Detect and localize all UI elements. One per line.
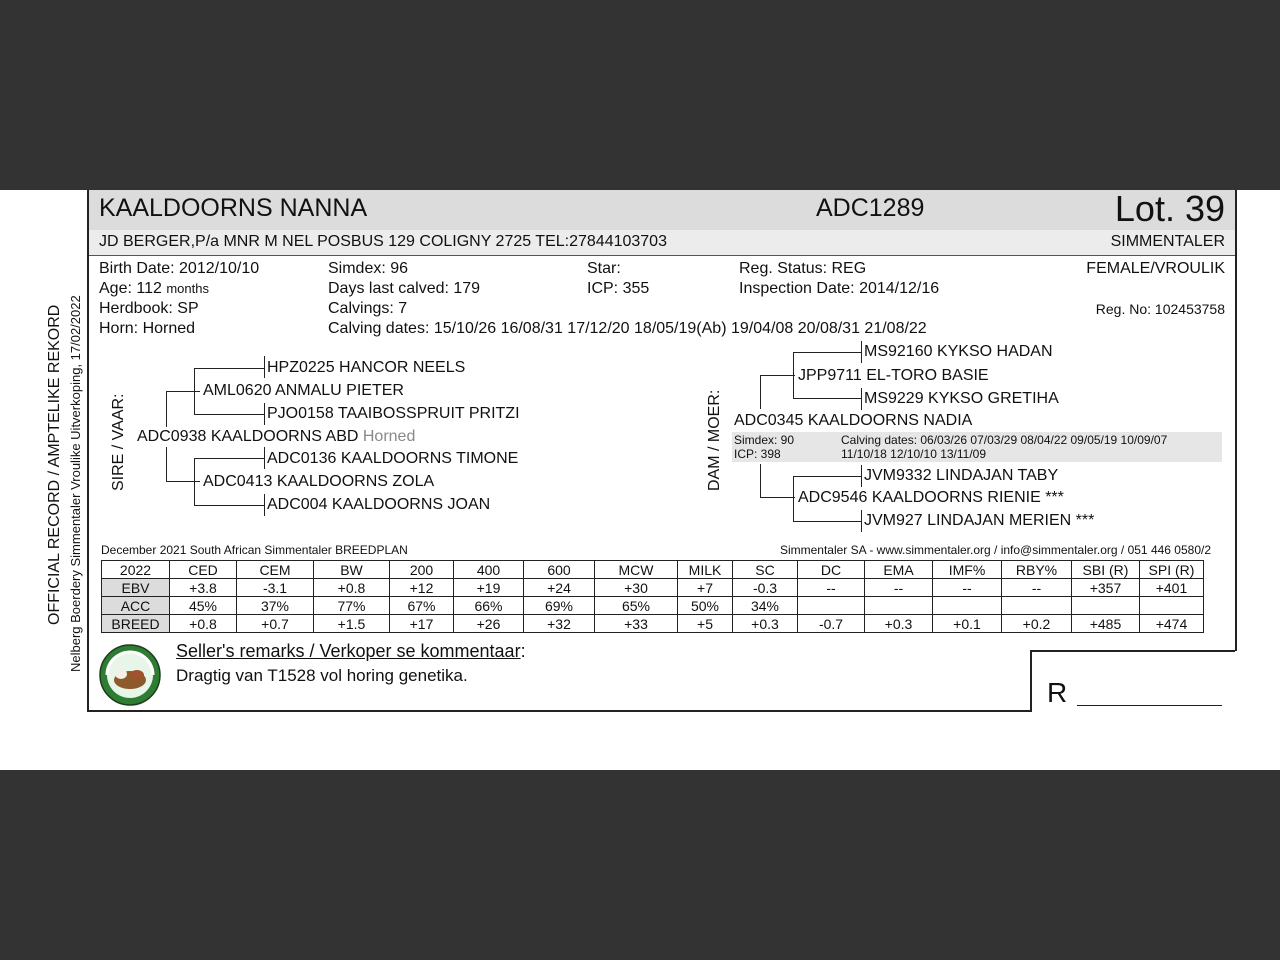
sire-name: ADC0938 KAALDOORNS ABD	[137, 428, 359, 445]
ebv-header-cell: 200	[390, 561, 454, 579]
price-input-line[interactable]	[1077, 705, 1222, 706]
dam-sire: JPP9711 EL-TORO BASIE	[798, 367, 989, 384]
sire-dam: ADC0413 KAALDOORNS ZOLA	[203, 473, 435, 490]
ebv-cell: +12	[390, 579, 454, 597]
breed-cell: -0.7	[798, 615, 865, 633]
ebv-cell: --	[933, 579, 1002, 597]
pedigree-line	[194, 414, 264, 415]
pedigree-line	[793, 352, 861, 353]
pedigree-line	[166, 447, 167, 482]
acc-cell: 45%	[170, 597, 237, 615]
pedigree-line	[760, 464, 761, 498]
breed-row	[102, 615, 1204, 633]
ebv-row-label: EBV	[102, 579, 170, 597]
acc-row-label: ACC	[102, 597, 170, 615]
dam-sire-dam: MS9229 KYKSO GRETIHA	[864, 390, 1059, 407]
breed-cell: +0.1	[933, 615, 1002, 633]
acc-cell: 50%	[678, 597, 733, 615]
ebv-header-cell: 2022	[102, 561, 170, 579]
pedigree-line	[194, 368, 264, 369]
reg-number: Reg. No: 102453758	[1095, 301, 1225, 317]
breedplan-source: December 2021 South African Simmentaler BREEDPLAN	[101, 543, 408, 557]
breed-cell: +1.5	[314, 615, 390, 633]
age-value: Age: 112	[99, 280, 162, 297]
breed-cell: +32	[524, 615, 595, 633]
ebv-header-cell: DC	[798, 561, 865, 579]
days-last-calved: Days last calved: 179	[328, 280, 481, 297]
sex: FEMALE/VROULIK	[1086, 260, 1225, 277]
dam-calving-dates-line1: Calving dates: 06/03/26 07/03/29 08/04/22 09/05/19 10/09/07	[841, 433, 1168, 447]
ebv-cell: --	[1002, 579, 1072, 597]
ebv-cell: +24	[524, 579, 595, 597]
ebv-cell: -0.3	[733, 579, 798, 597]
animal-id: ADC1289	[816, 194, 925, 222]
pedigree-line	[194, 368, 195, 414]
animal-name: KAALDOORNS NANNA	[99, 194, 368, 222]
acc-cell: 34%	[733, 597, 798, 615]
pedigree-line	[861, 341, 862, 363]
pedigree-line	[793, 352, 794, 398]
lot-number: Lot. 39	[1114, 190, 1225, 229]
breed-cell: +0.8	[170, 615, 237, 633]
ebv-header-row	[102, 561, 1204, 579]
ebv-header-cell: 400	[454, 561, 524, 579]
acc-cell: 69%	[524, 597, 595, 615]
breedplan-contact: Simmentaler SA - www.simmentaler.org / info@simmentaler.org / 051 446 0580/2	[779, 543, 1211, 557]
ebv-cell: +19	[454, 579, 524, 597]
icp: ICP: 355	[587, 280, 650, 297]
owner-row	[89, 230, 1235, 256]
sire-sire-dam: PJO0158 TAAIBOSSPRUIT PRITZI	[267, 405, 520, 422]
ebv-header-cell: IMF%	[933, 561, 1002, 579]
dam-dam-dam: JVM927 LINDAJAN MERIEN ***	[864, 512, 1095, 529]
pedigree-line	[194, 458, 195, 505]
age	[99, 280, 209, 298]
ebv-header-cell: BW	[314, 561, 390, 579]
sire-horn-note: Horned	[362, 428, 416, 445]
ebv-table	[101, 560, 1204, 633]
dam: ADC0345 KAALDOORNS NADIA	[734, 412, 973, 429]
pedigree-line	[793, 476, 861, 477]
ebv-cell: --	[798, 579, 865, 597]
record-card-page	[0, 190, 1280, 770]
acc-cell: 37%	[237, 597, 314, 615]
ebv-header-cell: SBI (R)	[1072, 561, 1140, 579]
card-bottom-border	[87, 710, 1031, 712]
breed-label: SIMMENTALER	[1110, 233, 1225, 250]
inspection-date: Inspection Date: 2014/12/16	[739, 280, 940, 297]
acc-cell	[933, 597, 1002, 615]
dam-dam-sire: JVM9332 LINDAJAN TABY	[864, 467, 1059, 484]
pedigree-line	[861, 388, 862, 410]
ebv-header-cell: RBY%	[1002, 561, 1072, 579]
ebv-header-cell: SC	[733, 561, 798, 579]
sire	[137, 428, 415, 446]
breed-cell: +17	[390, 615, 454, 633]
herdbook: Herdbook: SP	[99, 300, 199, 317]
card-left-border	[87, 490, 89, 712]
breed-cell: +0.3	[733, 615, 798, 633]
sale-venue-label: Nelberg Boerdery Simmentaler Vroulike Uitverkoping, 17/02/2022	[68, 295, 83, 672]
ebv-header-cell: CED	[170, 561, 237, 579]
dam-calving-dates-line2: 11/10/18 12/10/10 13/11/09	[841, 447, 987, 461]
star: Star:	[587, 260, 621, 277]
ebv-header-cell: SPI (R)	[1140, 561, 1204, 579]
ebv-cell: --	[865, 579, 933, 597]
pedigree-line	[861, 465, 862, 487]
pedigree-line	[793, 521, 861, 522]
acc-cell: 65%	[595, 597, 678, 615]
birth-date: Birth Date: 2012/10/10	[99, 260, 260, 277]
pedigree-line	[194, 458, 264, 459]
acc-cell	[865, 597, 933, 615]
calving-dates: Calving dates: 15/10/26 16/08/31 17/12/20 18/05/19(Ab) 19/04/08 20/08/31 21/08/22	[328, 320, 927, 337]
dam-simdex: Simdex: 90	[734, 433, 795, 447]
dam-sire-sire: MS92160 KYKSO HADAN	[864, 343, 1053, 360]
ebv-cell: +0.8	[314, 579, 390, 597]
acc-row	[102, 597, 1204, 615]
acc-cell	[1072, 597, 1140, 615]
breed-cell: +485	[1072, 615, 1140, 633]
owner-text: JD BERGER,P/a MNR M NEL POSBUS 129 COLIGNY 2725 TEL:27844103703	[99, 233, 667, 250]
dam-label: DAM / MOER:	[706, 389, 723, 491]
breed-cell: +5	[678, 615, 733, 633]
simmentaler-sa-logo-icon	[99, 644, 161, 711]
horn: Horn: Horned	[99, 320, 196, 337]
official-record-label: OFFICIAL RECORD / AMPTELIKE REKORD	[46, 304, 63, 625]
breed-cell: +474	[1140, 615, 1204, 633]
acc-cell	[798, 597, 865, 615]
remarks-text: Dragtig van T1528 vol horing genetika.	[176, 666, 468, 685]
breed-cell: +26	[454, 615, 524, 633]
acc-cell	[1002, 597, 1072, 615]
dam-icp: ICP: 398	[734, 447, 781, 461]
pedigree-line	[760, 497, 795, 498]
remarks-heading	[176, 641, 526, 662]
ebv-cell: -3.1	[237, 579, 314, 597]
ebv-header-cell: CEM	[237, 561, 314, 579]
acc-cell: 67%	[390, 597, 454, 615]
acc-cell: 77%	[314, 597, 390, 615]
breed-row-label: BREED	[102, 615, 170, 633]
remarks-colon: :	[520, 641, 526, 661]
pedigree-line	[793, 476, 794, 521]
pedigree-line	[264, 356, 265, 378]
sire-sire-sire: HPZ0225 HANCOR NEELS	[267, 359, 466, 376]
ebv-cell: +7	[678, 579, 733, 597]
acc-cell	[1140, 597, 1204, 615]
ebv-cell: +357	[1072, 579, 1140, 597]
breed-cell: +0.7	[237, 615, 314, 633]
price-box-left-border	[1030, 650, 1032, 712]
breed-cell: +33	[595, 615, 678, 633]
calvings: Calvings: 7	[328, 300, 408, 317]
ebv-cell: +401	[1140, 579, 1204, 597]
sire-dam-dam: ADC004 KAALDOORNS JOAN	[267, 496, 491, 513]
ebv-header-cell: 600	[524, 561, 595, 579]
pedigree-line	[760, 375, 795, 376]
ebv-header-cell: MCW	[595, 561, 678, 579]
ebv-cell: +30	[595, 579, 678, 597]
pedigree-line	[760, 375, 761, 409]
pedigree-line	[264, 403, 265, 425]
sire-dam-sire: ADC0136 KAALDOORNS TIMONE	[267, 450, 519, 467]
sire-sire: AML0620 ANMALU PIETER	[203, 382, 404, 399]
acc-cell: 66%	[454, 597, 524, 615]
pedigree-line	[194, 505, 264, 506]
animal-card	[87, 190, 1237, 685]
simdex: Simdex: 96	[328, 260, 409, 277]
dam-dam: ADC9546 KAALDOORNS RIENIE ***	[798, 489, 1064, 506]
breed-cell: +0.2	[1002, 615, 1072, 633]
sire-label: SIRE / VAAR:	[110, 393, 127, 491]
pedigree-line	[861, 510, 862, 532]
age-unit: months	[166, 281, 209, 296]
price-currency: R	[1047, 677, 1068, 708]
remarks-heading-text: Seller's remarks / Verkoper se kommentaar	[176, 641, 521, 661]
reg-status: Reg. Status: REG	[739, 260, 867, 277]
pedigree-line	[166, 391, 167, 427]
ebv-cell: +3.8	[170, 579, 237, 597]
ebv-header-cell: EMA	[865, 561, 933, 579]
ebv-row	[102, 579, 1204, 597]
pedigree-line	[264, 494, 265, 516]
ebv-header-cell: MILK	[678, 561, 733, 579]
pedigree-line	[264, 447, 265, 469]
pedigree-line	[793, 398, 861, 399]
breed-cell: +0.3	[865, 615, 933, 633]
price-box-top-border	[1030, 650, 1235, 652]
card-header	[89, 190, 1235, 231]
